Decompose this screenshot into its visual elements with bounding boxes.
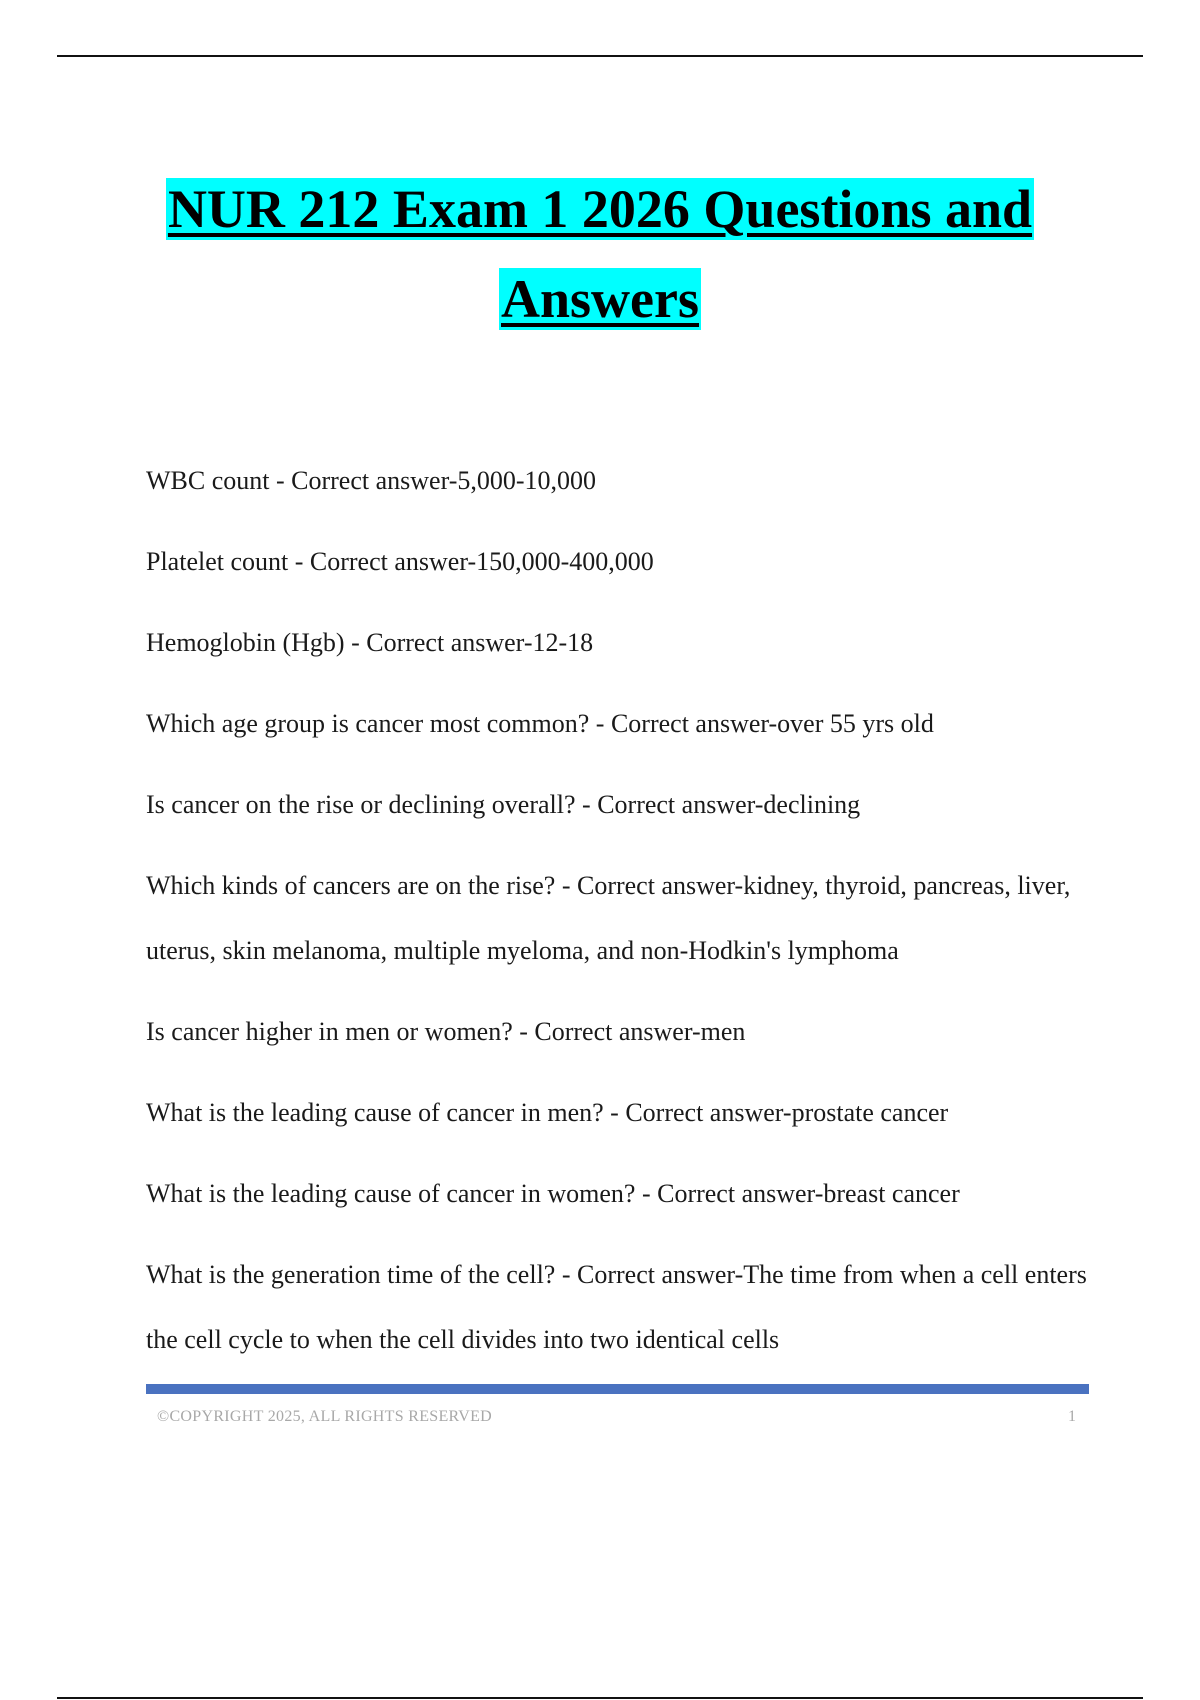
qa-item: Which age group is cancer most common? - Correct answer-over 55 yrs old [146, 709, 934, 738]
document-title [0, 178, 1200, 330]
qa-item: What is the leading cause of cancer in women? - Correct answer-breast cancer [146, 1179, 960, 1208]
qa-item: Platelet count - Correct answer-150,000-400,000 [146, 547, 654, 576]
title-line-2: Answers [501, 269, 699, 329]
qa-item: Is cancer on the rise or declining overall? - Correct answer-declining [146, 790, 861, 819]
qa-item: Hemoglobin (Hgb) - Correct answer-12-18 [146, 628, 594, 657]
qa-item: What is the leading cause of cancer in men? - Correct answer-prostate cancer [146, 1098, 949, 1127]
top-rule [57, 55, 1143, 57]
qa-item: What is the generation time of the cell? - Correct answer-The time from when a cell enters the cell cycle to when the cell divides into two identical cells [146, 1260, 1087, 1354]
qa-list [146, 448, 1096, 1388]
qa-item: Is cancer higher in men or women? - Correct answer-men [146, 1017, 746, 1046]
qa-item: WBC count - Correct answer-5,000-10,000 [146, 466, 597, 495]
qa-item: Which kinds of cancers are on the rise? - Correct answer-kidney, thyroid, pancreas, liver, uterus, skin melanoma, multiple myeloma, and non-Hodkin's lymphoma [146, 871, 1071, 965]
page-number: 1 [1068, 1408, 1076, 1425]
bottom-rule [57, 1697, 1143, 1699]
footer-copyright: ©COPYRIGHT 2025, ALL RIGHTS RESERVED [157, 1408, 493, 1425]
footer-bar [146, 1384, 1089, 1394]
title-line-1: NUR 212 Exam 1 2026 Questions and [167, 179, 1033, 239]
